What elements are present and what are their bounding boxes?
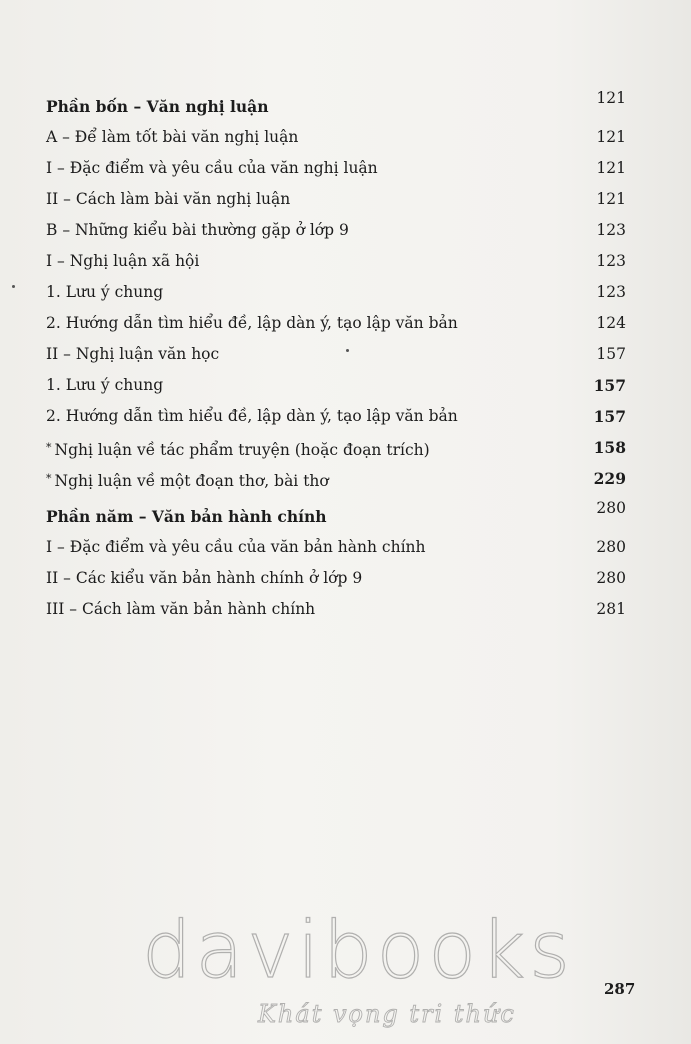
toc-entry bbox=[46, 563, 626, 594]
toc-entry-label: 2. Hướng dẫn tìm hiểu đề, lập dàn ý, tạo lập văn bản bbox=[46, 407, 458, 425]
watermark-brand: davibooks bbox=[142, 906, 574, 996]
toc-heading-part5 bbox=[46, 498, 626, 532]
toc-entry-label: 1. Lưu ý chung bbox=[46, 283, 164, 301]
toc-entry-page: 280 bbox=[596, 569, 626, 587]
toc-entry-page: 121 bbox=[596, 159, 626, 177]
toc-entry-label: 2. Hướng dẫn tìm hiểu đề, lập dàn ý, tạo lập văn bản bbox=[46, 314, 458, 332]
toc-entry bbox=[46, 432, 626, 463]
toc-entry-label: II – Nghị luận văn học bbox=[46, 345, 220, 363]
toc-entry-page: 121 bbox=[596, 190, 626, 208]
toc-entry-label: I – Đặc điểm và yêu cầu của văn nghị luận bbox=[46, 159, 378, 177]
toc-entry bbox=[46, 339, 626, 370]
toc-entry bbox=[46, 370, 626, 401]
print-speck bbox=[346, 349, 349, 352]
toc-entry-label: 1. Lưu ý chung bbox=[46, 376, 164, 394]
page-number: 287 bbox=[604, 980, 636, 998]
toc-entry-page: 280 bbox=[596, 538, 626, 556]
toc-entry-page: 123 bbox=[596, 252, 626, 270]
bullet-star: * bbox=[46, 472, 52, 485]
toc-heading-title: Phần bốn – Văn nghị luận bbox=[46, 97, 269, 116]
toc-entry bbox=[46, 463, 626, 494]
toc-entry bbox=[46, 308, 626, 339]
toc-entry-label: III – Cách làm văn bản hành chính bbox=[46, 600, 316, 618]
toc-entry bbox=[46, 215, 626, 246]
toc-entry-label: Nghị luận về tác phẩm truyện (hoặc đoạn trích) bbox=[54, 441, 430, 459]
table-of-contents bbox=[46, 88, 626, 625]
watermark-tagline: Khát vọng tri thức bbox=[258, 1000, 516, 1028]
toc-entry bbox=[46, 532, 626, 563]
toc-entry bbox=[46, 401, 626, 432]
toc-entry-page: 158 bbox=[593, 438, 626, 457]
toc-entry bbox=[46, 277, 626, 308]
toc-entry-page: 121 bbox=[596, 128, 626, 146]
toc-heading-title: Phần năm – Văn bản hành chính bbox=[46, 507, 327, 526]
toc-entry bbox=[46, 122, 626, 153]
toc-heading-part4 bbox=[46, 88, 626, 122]
toc-entry bbox=[46, 594, 626, 625]
toc-entry bbox=[46, 246, 626, 277]
toc-entry-label: Nghị luận về một đoạn thơ, bài thơ bbox=[54, 472, 329, 490]
toc-entry-page: 124 bbox=[596, 314, 626, 332]
toc-entry-label: B – Những kiểu bài thường gặp ở lớp 9 bbox=[46, 221, 349, 239]
toc-entry-label: I – Đặc điểm và yêu cầu của văn bản hành chính bbox=[46, 538, 426, 556]
toc-entry bbox=[46, 153, 626, 184]
toc-entry-page: 123 bbox=[596, 283, 626, 301]
toc-heading-page: 280 bbox=[596, 499, 626, 517]
toc-entry-label: II – Cách làm bài văn nghị luận bbox=[46, 190, 291, 208]
bullet-star: * bbox=[46, 441, 52, 454]
toc-entry-page: 157 bbox=[593, 376, 626, 395]
toc-entry-page: 123 bbox=[596, 221, 626, 239]
toc-heading-page: 121 bbox=[596, 89, 626, 107]
print-speck bbox=[12, 285, 15, 288]
toc-entry-page: 157 bbox=[593, 407, 626, 426]
toc-entry-label: A – Để làm tốt bài văn nghị luận bbox=[46, 128, 299, 146]
toc-entry-page: 157 bbox=[596, 345, 626, 363]
toc-entry-label: II – Các kiểu văn bản hành chính ở lớp 9 bbox=[46, 569, 363, 587]
toc-entry-page: 229 bbox=[593, 469, 626, 488]
toc-entry-page: 281 bbox=[596, 600, 626, 618]
toc-entry-label: I – Nghị luận xã hội bbox=[46, 252, 200, 270]
toc-entry bbox=[46, 184, 626, 215]
